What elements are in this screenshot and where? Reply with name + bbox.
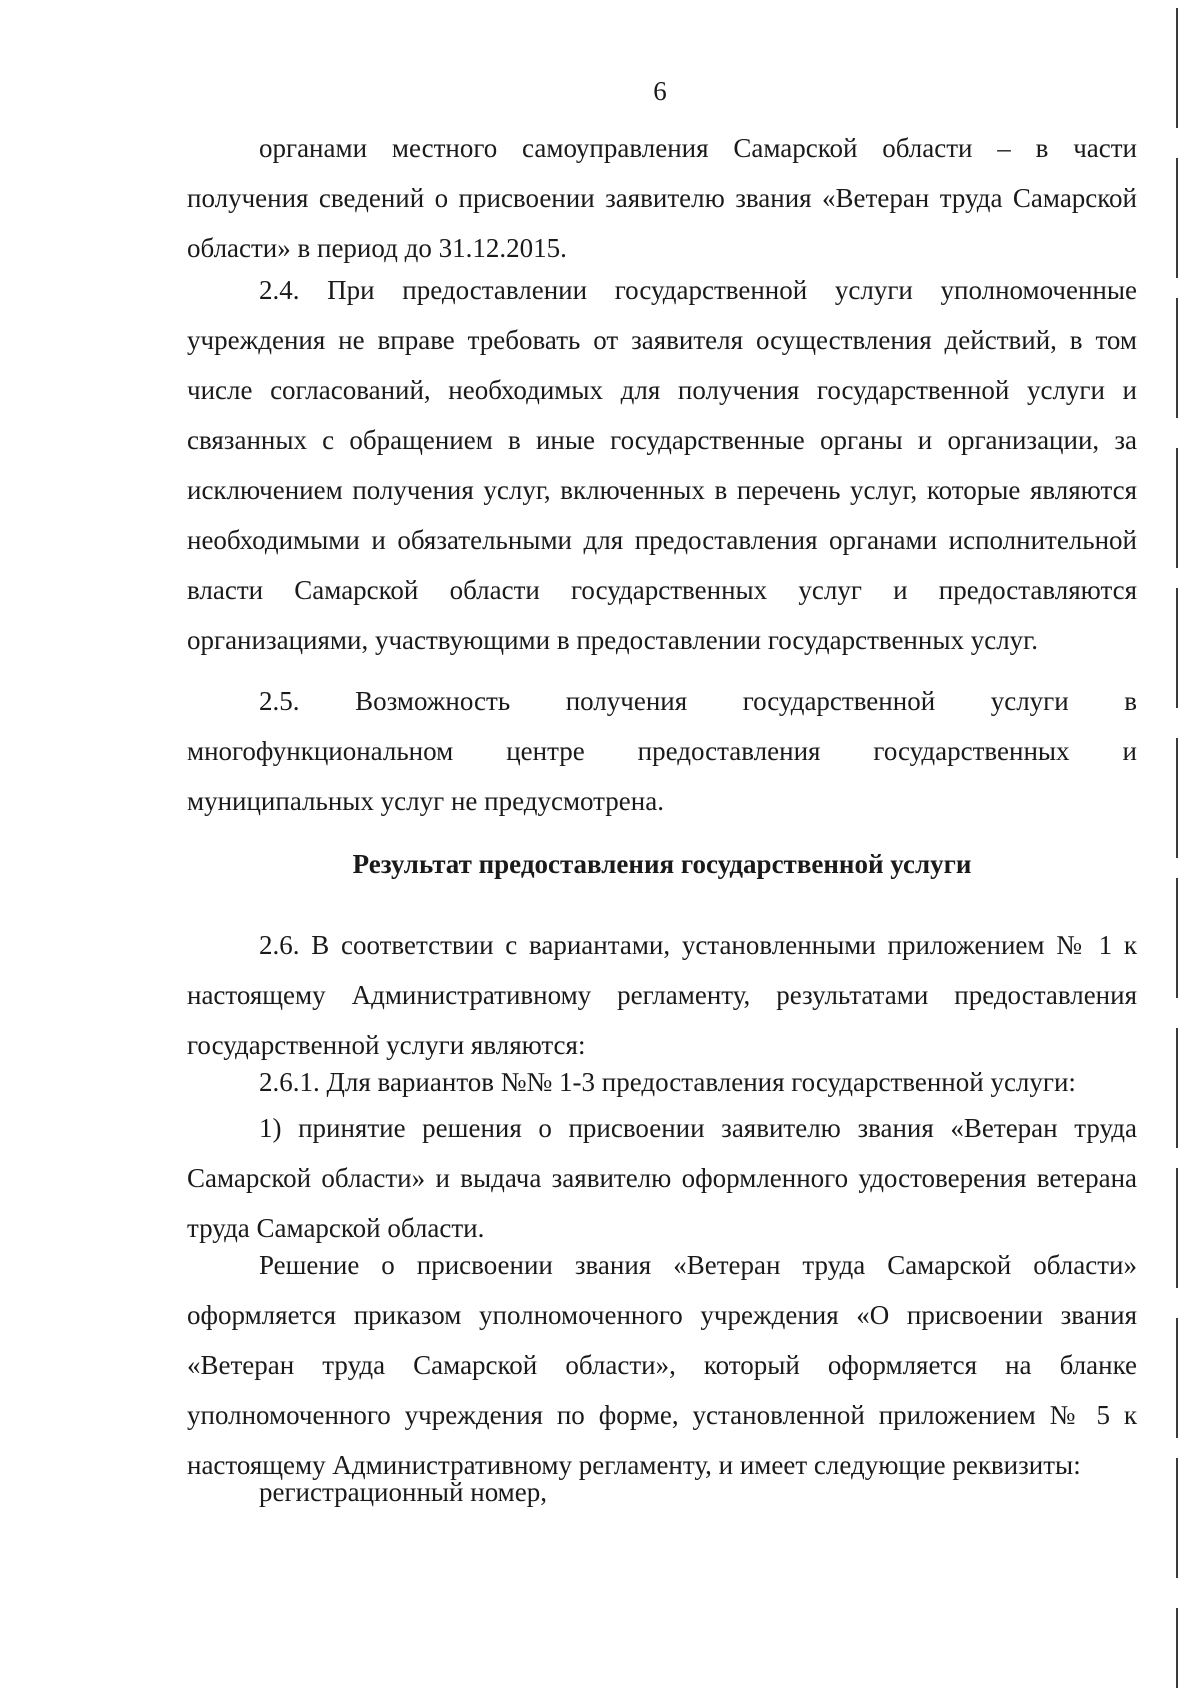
section-heading-block	[187, 839, 1137, 889]
page-number: 6	[653, 76, 667, 106]
paragraph-2-6-1	[187, 1057, 1137, 1107]
paragraph-2-4	[187, 265, 1137, 665]
scan-edge-line	[1176, 8, 1178, 1688]
paragraph-text: органами местного самоуправления Самарской области – в части получения сведений о присвоении заявителю звания «Ветеран труда Самарской области» в период до 31.12.2015.	[187, 133, 1137, 263]
paragraph-reg-number	[187, 1467, 1137, 1517]
paragraph-2-5	[187, 676, 1137, 826]
paragraph-decision	[187, 1240, 1137, 1490]
paragraph-text: Решение о присвоении звания «Ветеран труда Самарской области» оформляется приказом уполномоченного учреждения «О присвоении звания «Ветеран труда Самарской области», который оформляется на бланке уполномоченного учреждения по форме, установленной приложением № 5 к настоящему Административному регламенту, и имеет следующие реквизиты:	[187, 1250, 1137, 1480]
section-heading: Результат предоставления государственной услуги	[352, 849, 972, 879]
paragraph-text: 1) принятие решения о присвоении заявителю звания «Ветеран труда Самарской области» и выдача заявителю оформленного удостоверения ветерана труда Самарской области.	[187, 1113, 1137, 1243]
paragraph-text: 2.6. В соответствии с вариантами, установленными приложением № 1 к настоящему Административному регламенту, результатами предоставления государственной услуги являются:	[187, 930, 1137, 1060]
paragraph-text: 2.5. Возможность получения государственной услуги в многофункциональном центре предоставления государственных и муниципальных услуг не предусмотрена.	[187, 686, 1137, 816]
paragraph-local-authorities	[187, 123, 1137, 273]
paragraph-text: 2.6.1. Для вариантов №№ 1-3 предоставления государственной услуги:	[259, 1067, 1076, 1097]
paragraph-2-6	[187, 920, 1137, 1070]
paragraph-text: регистрационный номер,	[259, 1477, 547, 1507]
paragraph-text: 2.4. При предоставлении государственной услуги уполномоченные учреждения не вправе требовать от заявителя осуществления действий, в том числе согласований, необходимых для получения государственной услуги и связанных с обращением в иные государственные органы и организации, за исключением получения услуг, включенных в перечень услуг, которые являются необходимыми и обязательными для предоставления органами исполнительной власти Самарской области государственных услуг и предоставляются организациями, участвующими в предоставлении государственных услуг.	[187, 275, 1137, 655]
paragraph-item-1	[187, 1103, 1137, 1253]
